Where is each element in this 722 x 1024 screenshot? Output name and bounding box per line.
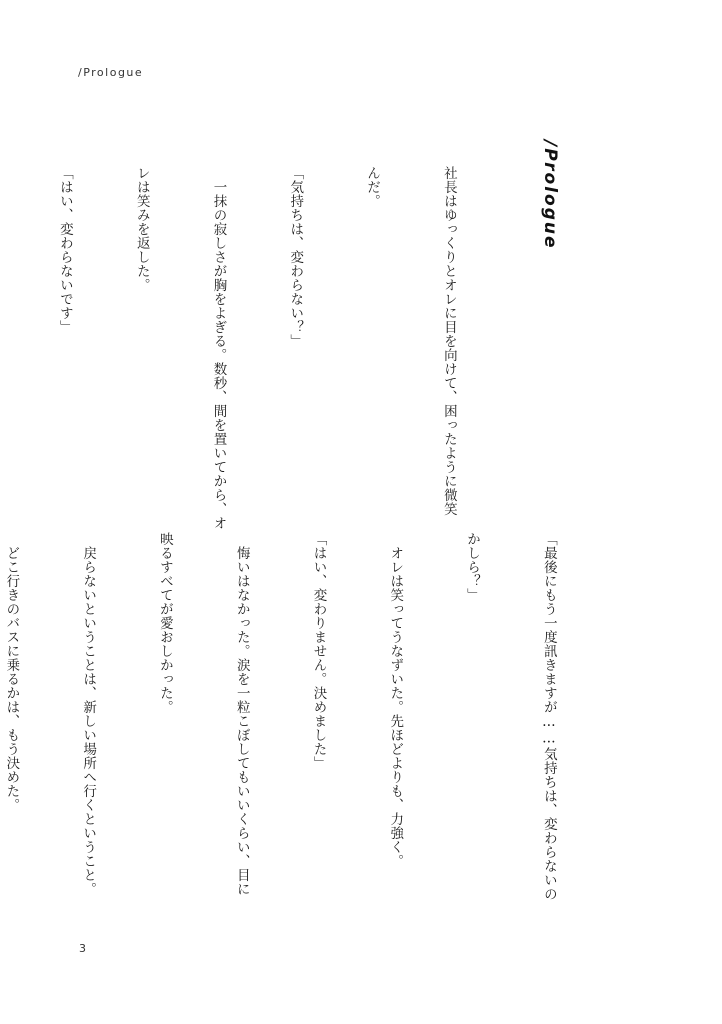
- paragraph: 「最後にもう一度訊きますが……気持ちは、変わらないの: [540, 532, 557, 901]
- chapter-title: /Prologue: [540, 140, 560, 250]
- paragraph: んだ。: [364, 166, 381, 208]
- paragraph: 映るすべてが愛おしかった。: [156, 532, 173, 714]
- paragraph: 「はい、変わりません。決めました」: [310, 532, 327, 770]
- page-number: 3: [79, 942, 86, 955]
- paragraph: 社長はゆっくりとオレに目を向けて、困ったように微笑: [440, 166, 457, 516]
- paragraph: オレは笑ってうなずいた。先ほどよりも、力強く。: [387, 532, 404, 868]
- paragraph: 戻らないということは、新しい場所へ行くということ。: [80, 532, 97, 896]
- paragraph: 悔いはなかった。涙を一粒こぼしてもいいくらい、目に: [233, 532, 250, 896]
- lower-text-block: [3, 532, 612, 912]
- paragraph: 「はい、変わらないです」: [56, 166, 73, 334]
- paragraph: 一抹の寂しさが胸をよぎる。数秒、間を置いてから、オ: [210, 166, 227, 530]
- paragraph: 「気持ちは、変わらない？」: [287, 166, 304, 348]
- paragraph: どこ行きのバスに乗るかは、もう決めた。: [3, 532, 20, 812]
- running-header: /Prologue: [78, 66, 144, 79]
- paragraph: かしら？」: [464, 532, 481, 602]
- paragraph: レは笑みを返した。: [133, 166, 150, 292]
- upper-text-block: [56, 166, 512, 530]
